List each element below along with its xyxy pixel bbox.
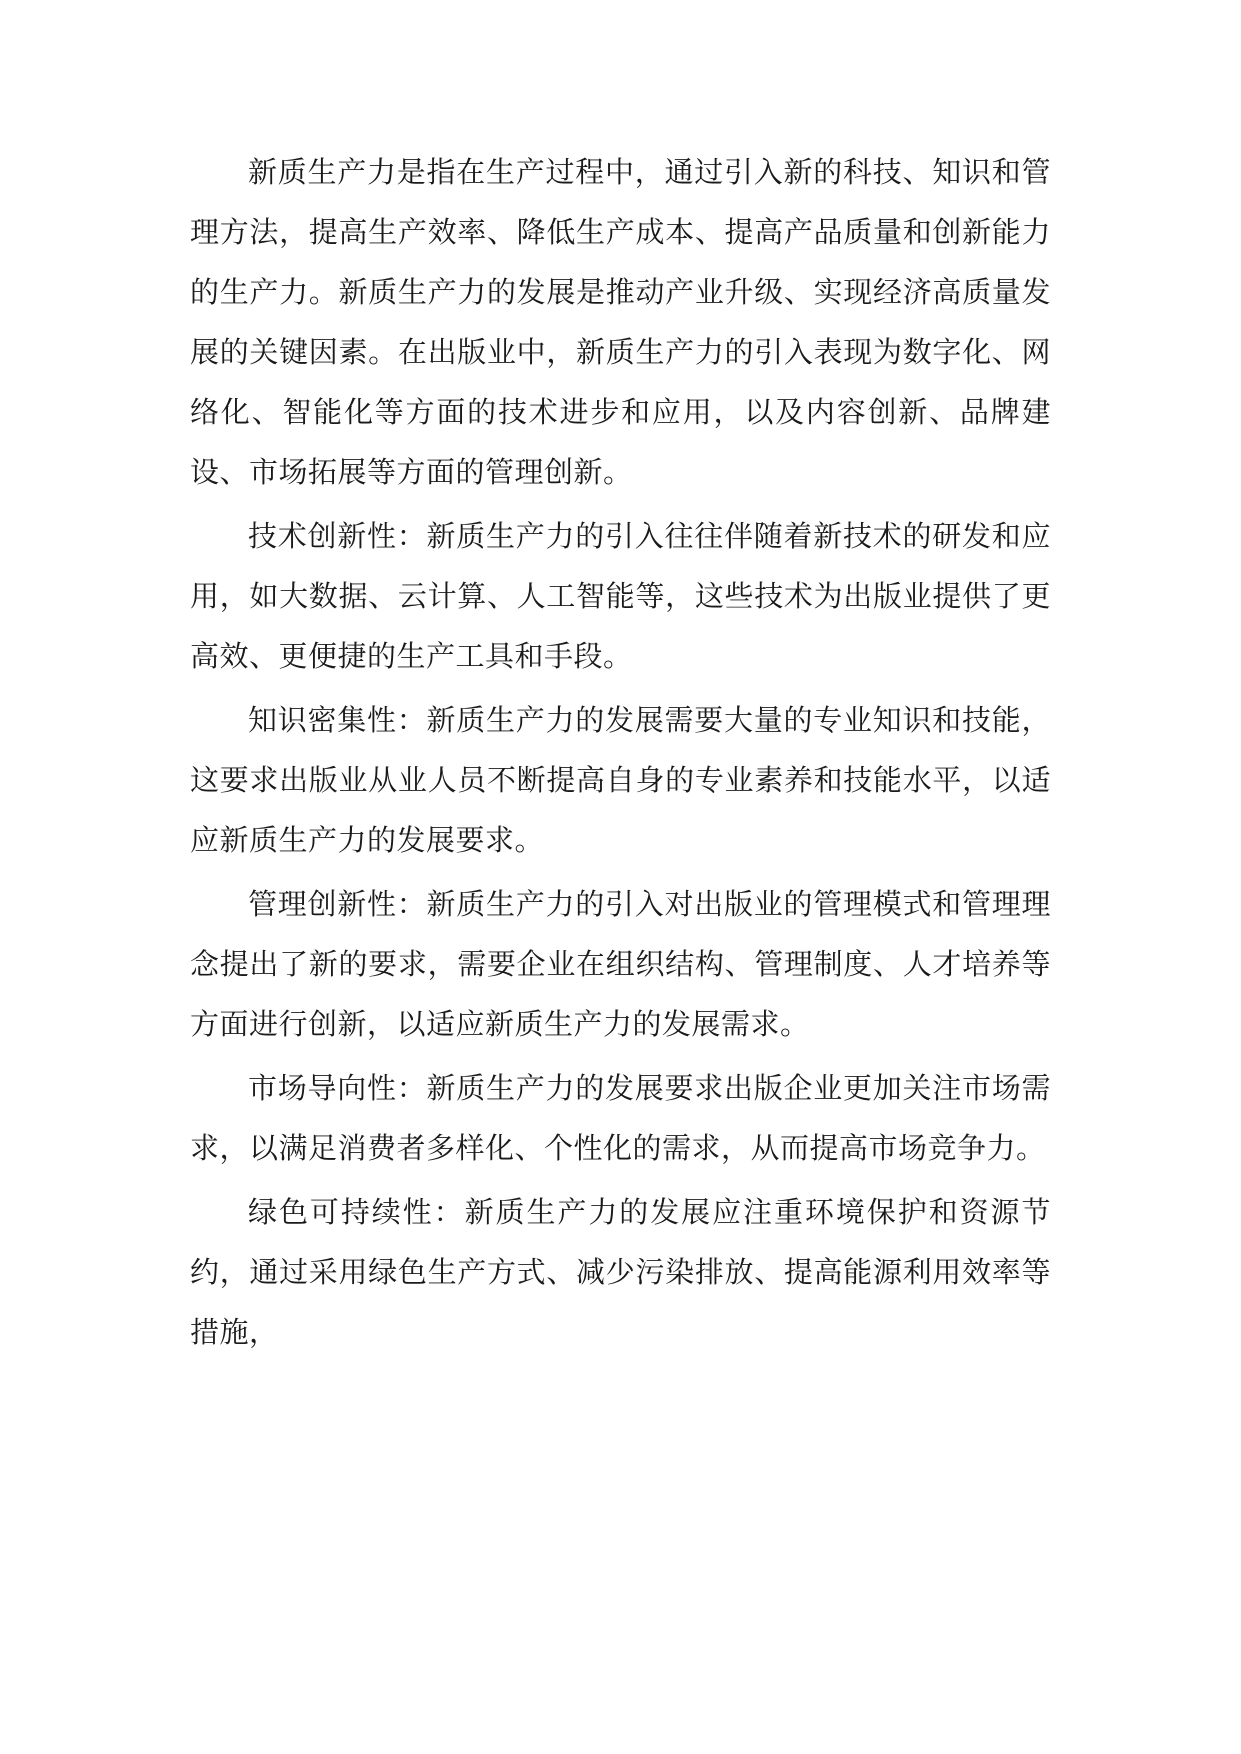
paragraph-knowledge-intensive: 知识密集性：新质生产力的发展需要大量的专业知识和技能，这要求出版业从业人员不断提高自身的专业素养和技能水平，以适应新质生产力的发展要求。	[190, 703, 1051, 857]
paragraph-intro: 新质生产力是指在生产过程中，通过引入新的科技、知识和管理方法，提高生产效率、降低生产成本、提高产品质量和创新能力的生产力。新质生产力的发展是推动产业升级、实现经济高质量发展的关键因素。在出版业中，新质生产力的引入表现为数字化、网络化、智能化等方面的技术进步和应用，以及内容创新、品牌建设、市场拓展等方面的管理创新。	[190, 155, 1051, 489]
paragraph-market-oriented: 市场导向性：新质生产力的发展要求出版企业更加关注市场需求，以满足消费者多样化、个性化的需求，从而提高市场竞争力。	[190, 1071, 1051, 1165]
paragraph-management-innovation: 管理创新性：新质生产力的引入对出版业的管理模式和管理理念提出了新的要求，需要企业在组织结构、管理制度、人才培养等方面进行创新，以适应新质生产力的发展需求。	[190, 887, 1051, 1041]
paragraph-technology-innovation: 技术创新性：新质生产力的引入往往伴随着新技术的研发和应用，如大数据、云计算、人工智能等，这些技术为出版业提供了更高效、更便捷的生产工具和手段。	[190, 519, 1051, 673]
paragraph-green-sustainable: 绿色可持续性：新质生产力的发展应注重环境保护和资源节约，通过采用绿色生产方式、减少污染排放、提高能源利用效率等措施，	[190, 1195, 1051, 1349]
